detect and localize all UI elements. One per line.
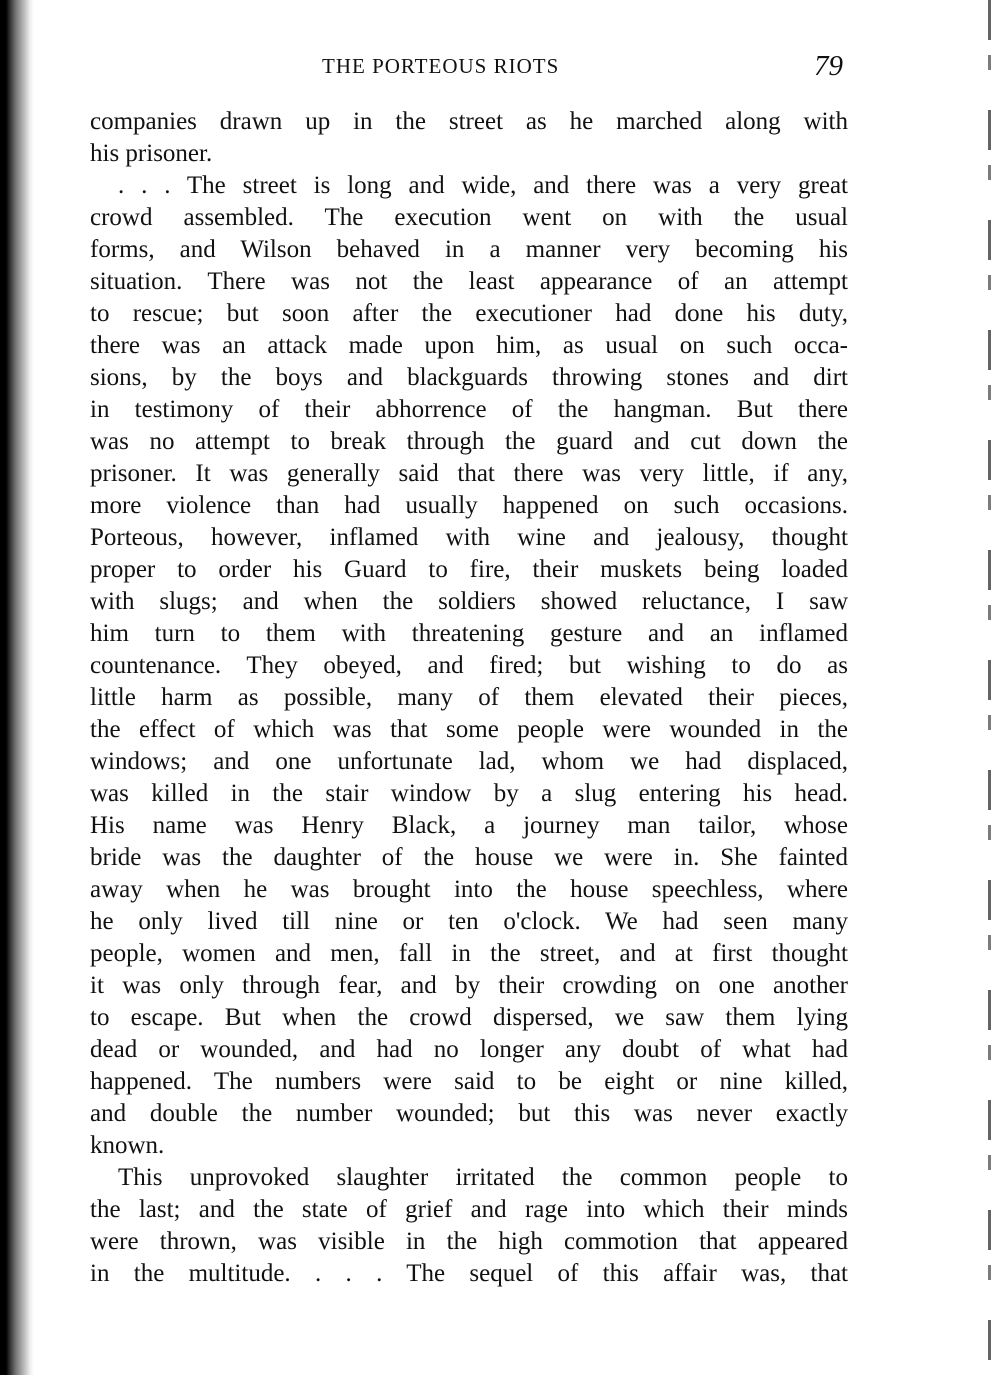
text-line: crowd assembled. The execution went on with the usual: [90, 204, 848, 231]
text-line: was no attempt to break through the guard and cut down the: [90, 428, 848, 455]
text-line: forms, and Wilson behaved in a manner very becoming his: [90, 236, 848, 263]
text-line: countenance. They obeyed, and fired; but wishing to do as: [90, 652, 848, 679]
text-line: windows; and one unfortunate lad, whom we had displaced,: [90, 748, 848, 775]
text-line: and double the number wounded; but this was never exactly: [90, 1100, 848, 1127]
text-line: were thrown, was visible in the high commotion that appeared: [90, 1228, 848, 1255]
text-line: in the multitude. . . . The sequel of this affair was, that: [90, 1260, 848, 1287]
text-line: away when he was brought into the house speechless, where: [90, 876, 848, 903]
text-line: to escape. But when the crowd dispersed, we saw them lying: [90, 1004, 848, 1031]
text-line: his prisoner.: [90, 140, 213, 167]
text-line: the effect of which was that some people were wounded in the: [90, 716, 848, 743]
text-line: more violence than had usually happened on such occasions.: [90, 492, 848, 519]
text-line: dead or wounded, and had no longer any doubt of what had: [90, 1036, 848, 1063]
text-line: sions, by the boys and blackguards throwing stones and dirt: [90, 364, 848, 391]
text-line: it was only through fear, and by their crowding on one another: [90, 972, 848, 999]
text-line: situation. There was not the least appearance of an attempt: [90, 268, 848, 295]
text-line: there was an attack made upon him, as usual on such occa-: [90, 332, 848, 359]
text-line: Porteous, however, inflamed with wine and jealousy, thought: [90, 524, 848, 551]
text-line: little harm as possible, many of them elevated their pieces,: [90, 684, 848, 711]
body-text: [90, 106, 848, 1290]
text-line: the last; and the state of grief and rage into which their minds: [90, 1196, 848, 1223]
text-line: was killed in the stair window by a slug entering his head.: [90, 780, 848, 807]
text-line: This unprovoked slaughter irritated the common people to: [118, 1164, 848, 1191]
page-edge: [988, 0, 991, 1375]
text-line: he only lived till nine or ten o'clock. We had seen many: [90, 908, 848, 935]
running-title: THE PORTEOUS RIOTS: [322, 54, 560, 78]
text-line: bride was the daughter of the house we were in. She fainted: [90, 844, 848, 871]
text-line: companies drawn up in the street as he marched along with: [90, 108, 848, 135]
text-line: . . . The street is long and wide, and there was a very great: [118, 172, 848, 199]
book-binding-edge: [0, 0, 34, 1375]
text-line: people, women and men, fall in the street, and at first thought: [90, 940, 848, 967]
text-line: proper to order his Guard to fire, their muskets being loaded: [90, 556, 848, 583]
text-line: to rescue; but soon after the executioner had done his duty,: [90, 300, 848, 327]
page-number: 79: [814, 50, 843, 82]
text-line: in testimony of their abhorrence of the hangman. But there: [90, 396, 848, 423]
text-line: known.: [90, 1132, 165, 1159]
text-line: happened. The numbers were said to be eight or nine killed,: [90, 1068, 848, 1095]
text-line: with slugs; and when the soldiers showed reluctance, I saw: [90, 588, 848, 615]
text-line: him turn to them with threatening gesture and an inflamed: [90, 620, 848, 647]
text-line: prisoner. It was generally said that there was very little, if any,: [90, 460, 848, 487]
page-header: [0, 50, 1000, 84]
text-line: His name was Henry Black, a journey man tailor, whose: [90, 812, 848, 839]
